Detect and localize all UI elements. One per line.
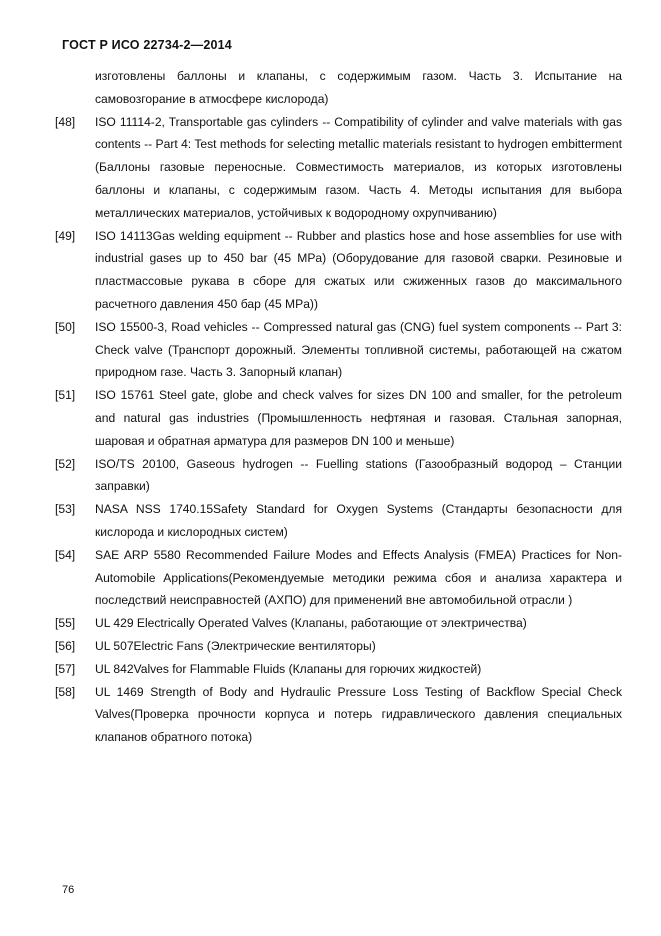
reference-text: UL 429 Electrically Operated Valves (Клапаны, работающие от электричества) — [95, 616, 527, 631]
reference-number: [57] — [55, 661, 76, 676]
reference-item — [55, 453, 622, 499]
reference-number: [48] — [55, 114, 76, 129]
reference-number: [50] — [55, 319, 76, 334]
reference-text: ISO/TS 20100, Gaseous hydrogen -- Fuelling stations (Газообразный водород – Станции заправки) — [95, 456, 622, 494]
reference-text: UL 507Electric Fans (Электрические вентиляторы) — [95, 638, 376, 653]
reference-number: [56] — [55, 638, 76, 653]
page-header: ГОСТ Р ИСО 22734-2—2014 — [62, 38, 232, 52]
reference-item — [55, 681, 622, 749]
reference-list — [55, 65, 622, 749]
reference-text: ISO 14113Gas welding equipment -- Rubber and plastics hose and hose assemblies for use with industrial gases up to 450 bar (45 MPa) (Оборудование для газовой сварки. Резиновые и пластмассовые рукава в сборе для сжатых или сжиженных газов до максимального расчетного давления 450 бар (45 MPa)) — [95, 228, 622, 311]
page-number: 76 — [62, 884, 75, 896]
reference-text: NASA NSS 1740.15Safety Standard for Oxygen Systems (Стандарты безопасности для кислорода и кислородных систем) — [95, 502, 622, 539]
reference-number: [53] — [55, 502, 76, 517]
reference-text: ISO 11114-2, Transportable gas cylinders -- Compatibility of cylinder and valve materials with gas contents -- Part 4: Test methods for selecting metallic materials resistant to hydrogen embitterment (Баллоны газовые переносные. Совместимость материалов, из которых изготовлены баллоны и клапаны, с содержимым газом. Часть 4. Методы испытания для выбора металлических материалов, устойчивых к водородному охрупчиванию) — [95, 114, 622, 220]
reference-item — [55, 384, 622, 452]
reference-text: UL 1469 Strength of Body and Hydraulic Pressure Loss Testing of Backflow Special Check Valves(Проверка прочности корпуса и потерь гидравлического давления специальных клапанов обратного потока) — [95, 684, 622, 745]
reference-item — [55, 225, 622, 316]
reference-text: SAE ARP 5580 Recommended Failure Modes and Effects Analysis (FMEA) Practices for Non-Automobile Applications(Рекомендуемые методики режима сбоя и анализа характера и последствий неисправностей (АХПО) для применений вне автомобильной отрасли ) — [95, 547, 622, 608]
reference-number: [52] — [55, 456, 76, 471]
reference-item — [55, 316, 622, 384]
reference-item — [55, 658, 622, 681]
reference-item — [55, 111, 622, 225]
reference-continuation — [55, 65, 622, 111]
reference-number: [51] — [55, 388, 76, 403]
reference-item — [55, 635, 622, 658]
reference-item — [55, 612, 622, 635]
reference-item — [55, 498, 622, 544]
reference-text: изготовлены баллоны и клапаны, с содержимым газом. Часть 3. Испытание на самовозгорание в атмосфере кислорода) — [95, 69, 622, 106]
reference-number: [55] — [55, 616, 76, 631]
reference-number: [49] — [55, 228, 76, 243]
reference-text: ISO 15761 Steel gate, globe and check valves for sizes DN 100 and smaller, for the petroleum and natural gas industries (Промышленность нефтяная и газовая. Стальная запорная, шаровая и обратная арматура для размеров DN 100 и меньше) — [95, 388, 622, 448]
reference-number: [54] — [55, 547, 76, 562]
reference-number: [58] — [55, 684, 76, 699]
reference-item — [55, 544, 622, 612]
reference-text: UL 842Valves for Flammable Fluids (Клапаны для горючих жидкостей) — [95, 661, 482, 676]
reference-text: ISO 15500-3, Road vehicles -- Compressed natural gas (CNG) fuel system components -- Part 3: Check valve (Транспорт дорожный. Элементы топливной системы, работающей на сжатом природном газе. Часть 3. Запорный клапан) — [95, 319, 622, 380]
